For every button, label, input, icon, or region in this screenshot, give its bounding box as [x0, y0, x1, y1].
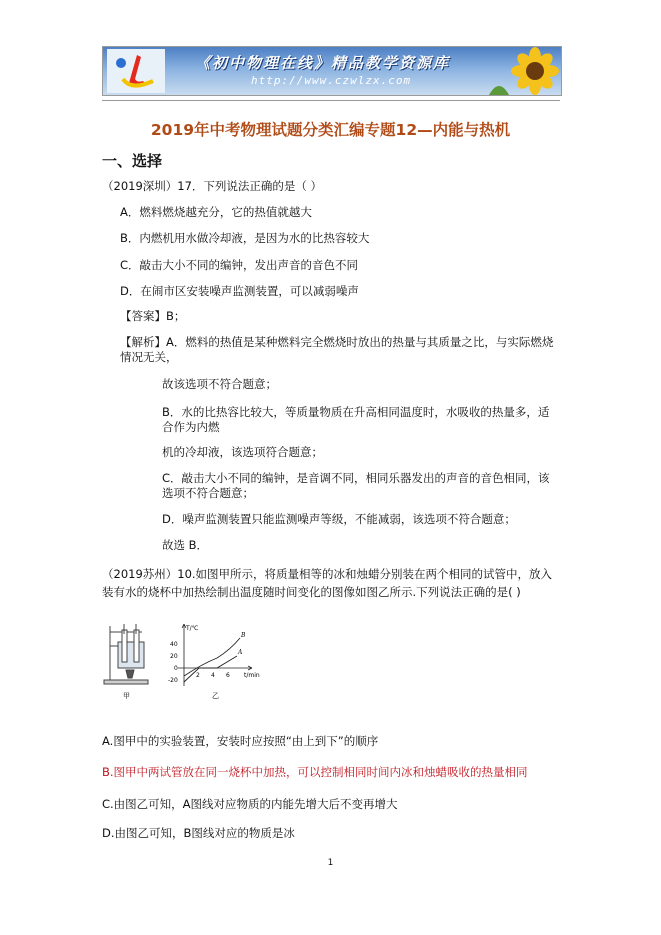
- y-tick: -20: [168, 677, 178, 684]
- sunflower-icon: [479, 47, 559, 95]
- curve-b: [184, 638, 240, 676]
- q1-analysis-line: 情况无关，: [120, 350, 178, 364]
- y-tick: 20: [170, 653, 178, 660]
- q1-stem: （2019深圳）17．下列说法正确的是（ ）: [102, 179, 323, 193]
- q2-option-b: B.图甲中两试管放在同一烧杯中加热，可以控制相同时间内冰和烛蜡吸收的热量相同: [102, 765, 528, 779]
- section-heading: 一、选择: [102, 152, 163, 170]
- x-axis-label: t/min: [244, 672, 260, 679]
- q1-analysis-line: C．敲击大小不同的编钟，是音调不同，相同乐器发出的声音的音色相同，该: [162, 471, 550, 485]
- q1-analysis-line: 机的冷却液，该选项符合题意；: [162, 445, 323, 459]
- banner-title: 《初中物理在线》精品教学资源库: [195, 54, 451, 72]
- banner-url: http://www.czwlzx.com: [251, 74, 412, 87]
- site-logo-icon: [107, 49, 165, 93]
- y-tick: 0: [174, 665, 178, 672]
- x-tick: 2: [196, 672, 200, 679]
- x-tick: 6: [226, 672, 230, 679]
- q2-option-c: C.由图乙可知，A图线对应物质的内能先增大后不变再增大: [102, 797, 398, 811]
- q2-stem-line: 装有水的烧杯中加热绘制出温度随时间变化的图像如图乙所示.下列说法正确的是( ): [102, 585, 521, 599]
- y-tick: 40: [170, 641, 178, 648]
- figure-label-right: 乙: [212, 692, 219, 700]
- y-axis-label: T/℃: [186, 625, 199, 632]
- q1-analysis-line: 故选 B．: [162, 538, 209, 552]
- header-banner: [102, 46, 562, 96]
- q2-option-a: A.图甲中的实验装置，安装时应按照“由上到下”的顺序: [102, 734, 379, 748]
- q1-answer: 【答案】B；: [120, 309, 186, 323]
- apparatus-illustration: [104, 624, 148, 684]
- q1-option-a: A．燃料燃烧越充分，它的热值就越大: [120, 205, 312, 219]
- q1-option-b: B．内燃机用水做冷却液，是因为水的比热容较大: [120, 231, 370, 245]
- q1-option-c: C．敲击大小不同的编钟，发出声音的音色不同: [120, 258, 359, 272]
- q1-analysis-line: B．水的比热容比较大，等质量物质在升高相同温度时，水吸收的热量多，适: [162, 405, 550, 419]
- q1-analysis-line: D．噪声监测装置只能监测噪声等级，不能减弱，该选项不符合题意；: [162, 512, 516, 526]
- q2-option-d: D.由图乙可知，B图线对应的物质是冰: [102, 826, 295, 840]
- page-number: 1: [327, 858, 334, 868]
- document-title: 2019年中考物理试题分类汇编专题12—内能与热机: [150, 121, 511, 139]
- q1-option-d: D．在闹市区安装噪声监测装置，可以减弱噪声: [120, 284, 359, 298]
- figure-label-left: 甲: [123, 692, 130, 700]
- header-rule: [102, 100, 560, 101]
- q2-stem-line: （2019苏州）10.如图甲所示，将质量相等的冰和烛蜡分别装在两个相同的试管中，放入: [102, 567, 553, 581]
- temperature-graph: [168, 624, 260, 686]
- q1-analysis-line: 【解析】A．燃料的热值是某种燃料完全燃烧时放出的热量与其质量之比，与实际燃烧: [120, 335, 554, 349]
- q1-analysis-line: 合作为内燃: [162, 420, 220, 434]
- q1-analysis-line: 故该选项不符合题意；: [162, 377, 277, 391]
- q2-figure: [102, 622, 270, 702]
- curve-label: B: [241, 632, 246, 639]
- x-tick: 4: [211, 672, 215, 679]
- curve-label: A: [238, 649, 243, 656]
- q1-analysis-line: 选项不符合题意；: [162, 486, 254, 500]
